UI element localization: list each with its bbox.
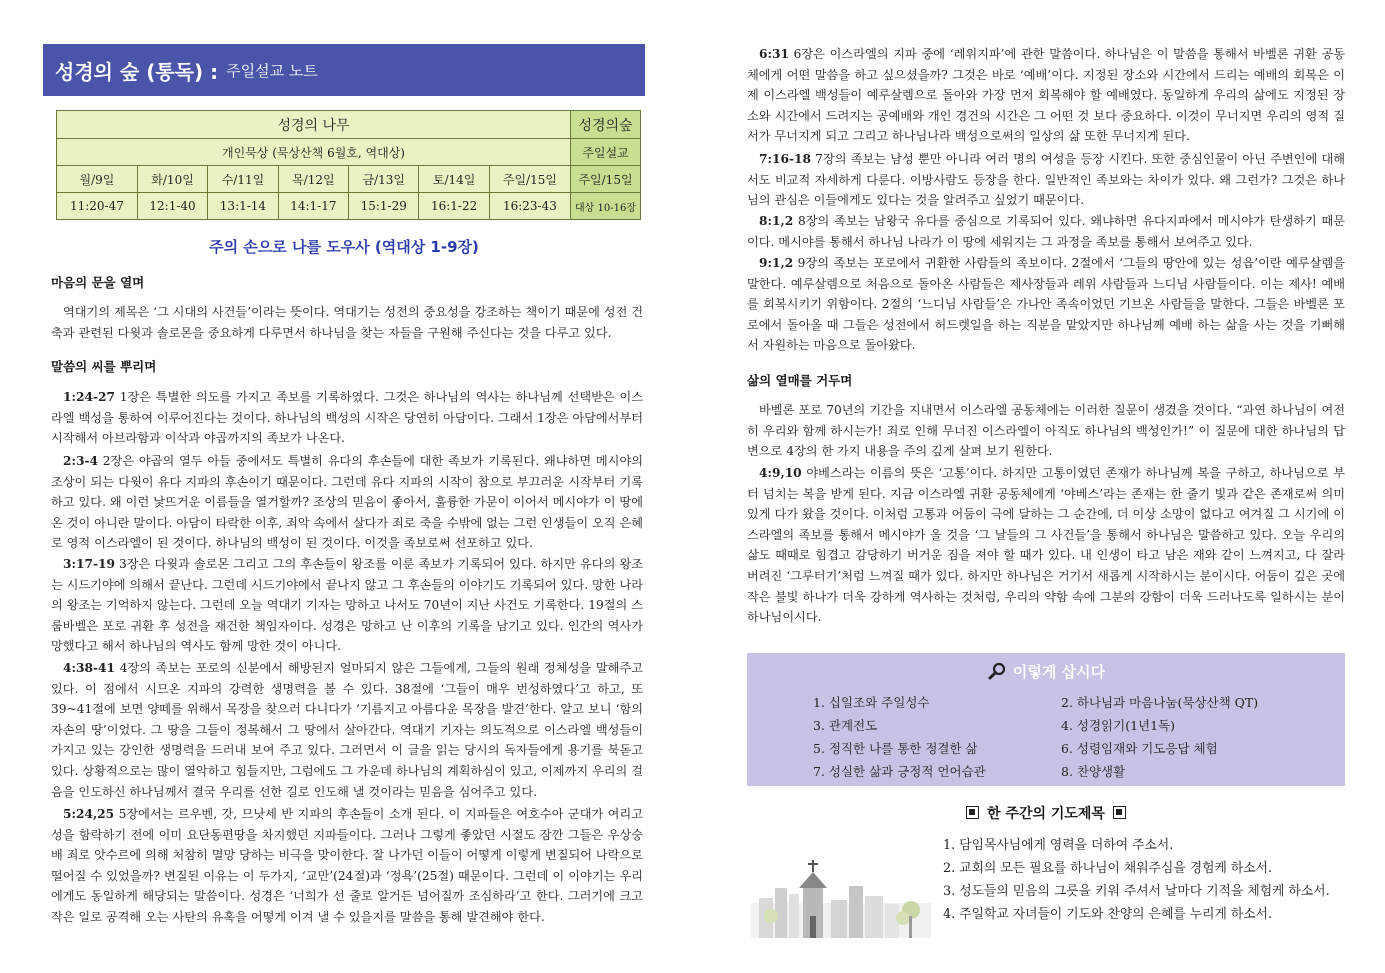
live-item: 2. 하나님과 마음나눔(묵상산책 QT): [1061, 695, 1259, 710]
devotion-label: 개인묵상 (묵상산책 6월호, 역대상): [57, 139, 571, 166]
tree-label: 성경의 나무: [57, 111, 571, 139]
live-item: 5. 정직한 나를 통한 정결한 삶: [813, 741, 978, 756]
page-header: [43, 44, 645, 96]
live-item: 3. 관계전도: [813, 718, 878, 733]
verse-ref: 5:24,25: [63, 807, 115, 821]
verse-ref: 7:16-18: [759, 152, 811, 166]
reading-cell: 12:1-40: [137, 193, 207, 220]
paragraph-text: 8장의 족보는 남왕국 유다를 중심으로 기록되어 있다. 왜냐하면 유다지파에서 메시야가 탄생하기 때문이다. 메시야를 통해서 하나님 나라가 이 땅에 세워지는 그 과정을 족보를 통해서 보여주고 있다.: [747, 214, 1345, 249]
sunday-reading-cell: 대상 10-16장: [571, 193, 641, 220]
harvest-paragraph-1: 바벨론 포로 70년의 기간을 지내면서 이스라엘 공동체에는 이러한 질문이 생겼을 것이다. “과연 하나님이 여전히 우리와 함께 하시는가! 죄로 인해 무너진 이스라엘이 아직도 하나님의 백성인가!” 이 질문에 대한 하나님의 답변으로 4장의 한 가지 내용을 주의 깊게 살펴 보기 원한다.: [747, 403, 1345, 459]
forest-label: 성경의숲: [571, 111, 641, 139]
verse-ref: 3:17-19: [63, 557, 115, 571]
chapter6-paragraph: [747, 44, 1345, 147]
prayer-item: 3. 성도들의 믿음의 그릇을 키워 주셔서 날마다 기적을 체험케 하소서.: [943, 884, 1330, 899]
chapter1-paragraph: [51, 387, 643, 449]
paragraph-text: 2장은 야곱의 열두 아들 중에서도 특별히 유다의 후손들에 대한 족보가 기록된다. 왜냐하면 메시야의 조상이 되는 다윗이 유다 지파의 후손이기 때문이다. 그런데 유다 지파의 시작이 참으로 부끄러운 시작부터 기록하고 있다. 왜 이런 낯뜨거운 이름들을 열거할까? 조상의 믿음이 좋아서, 훌륭한 가문이 이어서 메시야가 이 땅에 온 것이 아니란 말이다. 아담이 타락한 이후, 죄악 속에서 살다가 죄로 죽을 수밖에 없는 그런 인생들이 오직 은혜로 영적 이스라엘이 된 것이다. 하나님의 백성이 된 것이다. 이것을 족보로써 선포하고 있다.: [51, 454, 643, 551]
paragraph-text: 3장은 다윗과 솔로몬 그리고 그의 후손들이 왕조를 이룬 족보가 기록되어 있다. 하지만 유다의 왕조는 시드기야에 의해서 끝난다. 그런데 시드기야에서 끝나지 않고 그 후손들의 이야기도 기록되어 있다. 망한 나라의 왕조는 기억하지 않는다. 그런데 오늘 역대기 기자는 망하고 나서도 70년이 지난 사건도 기록한다. 19절의 스룹바벨은 포로 귀환 후 성전을 재건한 책임자이다. 성경은 망하고 난 이후의 기록을 남기고 있다. 인간의 역사가 망했다고 해서 하나님의 역사도 함께 망한 것이 아니다.: [51, 557, 643, 654]
reading-cell: 16:23-43: [489, 193, 570, 220]
reading-schedule-table: [56, 110, 641, 220]
reading-cell: 13:1-14: [208, 193, 278, 220]
prayer-item: 2. 교회의 모든 필요를 하나님이 채워주심을 경험케 하소서.: [943, 861, 1273, 876]
verse-ref: 4:38-41: [63, 661, 115, 675]
day-cell: 목/12일: [278, 166, 348, 193]
reading-cell: 11:20-47: [57, 193, 138, 220]
paragraph-text: 6장은 이스라엘의 지파 중에 ‘레위지파’에 관한 말씀이다. 하나님은 이 말씀을 통해서 바벨론 귀환 공동체에게 어떤 말씀을 하고 싶으셨을까? 그것은 바로 ‘예배’이다. 지정된 장소와 시간에서 드리는 예배의 회복은 이제 이스라엘 백성들이 예루살렘으로 돌아와 가장 먼저 회복해야 할 예배였다. 동일하게 우리의 삶에도 지정된 장소와 시간에서 드려지는 공예배와 개인 경건의 시간은 그 어떤 것 보다 중요하다. 이것이 무너지면 우리의 영적 질서가 무너지게 되고 그리고 하나님나라 백성으로써의 일상의 삶 또한 무너지게 된다.: [747, 47, 1345, 144]
sermon-title: 주의 손으로 나를 도우사 (역대상 1-9장): [209, 238, 479, 256]
live-item: 6. 성령임재와 기도응답 체험: [1061, 741, 1218, 756]
magnifier-icon: [987, 661, 1007, 681]
paragraph-text: 9장의 족보는 포로에서 귀환한 사람들의 족보이다. 2절에서 ‘그들의 땅안에 있는 성읍’이란 예루살렘을 말한다. 예루살렘으로 처음으로 돌아온 사람들은 제사장들과 레위 사람들과 느디님 사람들이다. 이는 제사! 예배를 회복시키기 위함이다. 2절의 ‘느디님 사람들’은 가나안 족속이었던 기브온 사람들을 말한다. 그들은 바벨론 포로에서 돌아올 때 그들은 성전에서 허드렛일을 하는 직분을 맡았지만 하나님께 예배 하는 삶을 사는 것을 기뻐해서 자원하는 마음으로 돌아왔다.: [747, 256, 1345, 353]
day-cell: 수/11일: [208, 166, 278, 193]
day-cell: 금/13일: [349, 166, 419, 193]
harvest-paragraph-2: [747, 463, 1345, 628]
square-bullet-icon: [1113, 806, 1126, 819]
day-cell: 토/14일: [419, 166, 489, 193]
intro-paragraph: 역대기의 제목은 ‘그 시대의 사건들’이라는 뜻이다. 역대기는 성전의 중요성을 강조하는 책이기 때문에 성전 건축과 관련된 다윗과 솔로몬을 중요하게 다루면서 하나님을 찾는 자들을 구원해 주신다는 것을 다루고 있다.: [51, 305, 644, 340]
live-box: [747, 653, 1345, 786]
live-item: 1. 십일조와 주일성수: [813, 695, 930, 710]
header-title: 성경의 숲 (통독) :: [55, 59, 219, 84]
live-title: 이렇게 삽시다: [1012, 663, 1106, 681]
verse-ref: 4:9,10: [759, 466, 802, 480]
prayer-heading: [747, 803, 1345, 823]
paragraph-text: 5장에서는 르우벤, 갓, 므낫세 반 지파의 후손들이 소개 된다. 이 지파들은 여호수아 군대가 여리고성을 함락하기 전에 이미 요단동편땅을 차지했던 지파들이다. 그러나 그렇게 좋았던 시절도 잠깐 그들은 우상숭배 죄로 앗수르에 의해 처참히 멸망 당하는 비극을 맞이한다. 잘 나가던 이들이 어떻게 이렇게 변질되어 나락으로 떨어질 수 있었을까? 변질된 이유는 이 두가지, ‘교만’(24절)과 ‘정욕’(25절) 때문이다. 그런데 이 이야기는 우리에게도 동일하게 해당되는 말씀이다. 성경은 ‘너희가 선 줄로 알거든 넘어질까 조심하라’고 한다. 그러기에 크고 작은 일로 공격해 오는 사탄의 유혹을 어떻게 이겨 낼 수 있을지를 말씀을 통해 발견해야 한다.: [51, 807, 643, 924]
day-cell: 화/10일: [137, 166, 207, 193]
day-cell: 월/9일: [57, 166, 138, 193]
chapter7-paragraph: [747, 149, 1345, 211]
verse-ref: 2:3-4: [63, 454, 98, 468]
prayer-item: 4. 주일학교 자녀들이 기도와 찬양의 은혜를 누리게 하소서.: [943, 907, 1273, 922]
reading-cell: 16:1-22: [419, 193, 489, 220]
chapter2-paragraph: [51, 451, 643, 554]
chapter9-paragraph: [747, 253, 1345, 356]
sermon-label: 주일설교: [571, 139, 641, 166]
chapter8-paragraph: [747, 211, 1345, 252]
chapter3-paragraph: [51, 554, 643, 657]
verse-ref: 6:31: [759, 47, 789, 61]
chapter4-paragraph: [51, 658, 643, 802]
paragraph-text: 야베스라는 이름의 뜻은 ‘고통’이다. 하지만 고통이였던 존재가 하나님께 복을 구하고, 하나님으로 부터 넘치는 복을 받게 된다. 지금 이스라엘 귀환 공동체에게 ‘야베스’라는 존재는 한 줄기 빛과 같은 존재로써 의미있게 다가 왔을 것이다. 이처럼 고통과 어둠이 극에 달하는 그 순간에, 더 이상 소망이 없다고 여겨질 그 시기에 이스라엘의 족보를 통해서 메시야가 올 것을 ‘그 날들의 그 사건들’을 통해서 하나님은 말씀하고 있다. 오늘 우리의 삶도 때때로 힘겹고 감당하기 버거운 짐을 져야 할 때가 있다. 내 인생이 타고 남은 재와 같이 느껴지고, 다 잘라 버려진 ‘그루터기’처럼 느껴질 때가 있다. 하지만 하나님은 거기서 새롭게 시작하시는 분이시다. 어둠이 깊은 곳에 작은 불빛 하나가 더욱 강하게 역사하는 것처럼, 우리의 약함 속에 그분의 강함이 더욱 드러나도록 일하시는 분이 하나님이시다.: [747, 466, 1345, 625]
day-cell: 주일/15일: [489, 166, 570, 193]
live-item: 4. 성경읽기(1년1독): [1061, 718, 1176, 733]
square-bullet-icon: [966, 806, 979, 819]
verse-ref: 8:1,2: [759, 214, 794, 228]
live-item: 8. 찬양생활: [1061, 764, 1126, 779]
verse-ref: 1:24-27: [63, 390, 115, 404]
reading-cell: 14:1-17: [278, 193, 348, 220]
prayer-title: 한 주간의 기도제목: [987, 806, 1105, 822]
section-open-heart: 마음의 문을 열며: [51, 275, 145, 290]
section-sow-word: 말씀의 씨를 뿌리며: [51, 359, 157, 374]
section-harvest: 삶의 열매를 거두며: [747, 373, 853, 388]
paragraph-text: 7장의 족보는 남성 뿐만 아니라 여러 명의 여성을 등장 시킨다. 또한 중심인물이 아닌 주변인에 대해서도 비교적 자세하게 다룬다. 이방사람도 등장을 한다. 일반적인 족보와는 차이가 있다. 왜 그런가? 그것은 하나님의 관심은 이들에게도 있다는 것을 알려주고 싶었기 때문이다.: [747, 152, 1345, 208]
church-city-illustration: [751, 858, 931, 938]
header-subtitle: 주일설교 노트: [226, 61, 318, 80]
sunday-day-cell: 주일/15일: [571, 166, 641, 193]
live-title-row: [747, 661, 1345, 682]
paragraph-text: 4장의 족보는 포로의 신분에서 해방된지 얼마되지 않은 그들에게, 그들의 원래 정체성을 말해주고 있다. 이 점에서 시므온 지파의 강력한 생명력을 볼 수 있다. 38절에 ‘그들이 매우 번성하였다’고 하고, 또 39~41절에 보면 양떼를 위해서 목장을 찾으러 다니다가 ‘기름지고 아름다운 목장을 발견’한다. 알고 보니 ‘함의 자손의 땅’이었다. 그 땅을 그들이 정복해서 그 땅에서 살아간다. 역대기 기자는 의도적으로 이스라엘 백성들이 가지고 있는 강인한 생명력을 드러내 보여 주고 있다. 그러면서 이 글을 읽는 당시의 독자들에게 용기를 북돋고 있다. 상황적으로는 많이 열악하고 힘들지만, 그럼에도 그 가운데 하나님의 계획하심이 있고, 이제까지 우리의 걸음을 인도하신 하나님께서 결국 우리를 선한 길로 인도해 낼 것이라는 믿음을 심어주고 있다.: [51, 661, 643, 799]
prayer-item: 1. 담임목사님에게 영력을 더하여 주소서.: [943, 838, 1174, 853]
paragraph-text: 1장은 특별한 의도를 가지고 족보를 기록하였다. 그것은 하나님의 역사는 하나님께 선택받은 이스라엘 백성을 통하여 이루어진다는 것이다. 하나님의 백성의 시작은 당연히 아담이다. 그래서 1장은 아담에서부터 시작해서 아브라함과 이삭과 야곱까지의 족보가 나온다.: [51, 390, 643, 446]
verse-ref: 9:1,2: [759, 256, 794, 270]
reading-cell: 15:1-29: [349, 193, 419, 220]
live-item: 7. 성실한 삶과 긍정적 언어습관: [813, 764, 986, 779]
chapter5-paragraph: [51, 804, 643, 928]
